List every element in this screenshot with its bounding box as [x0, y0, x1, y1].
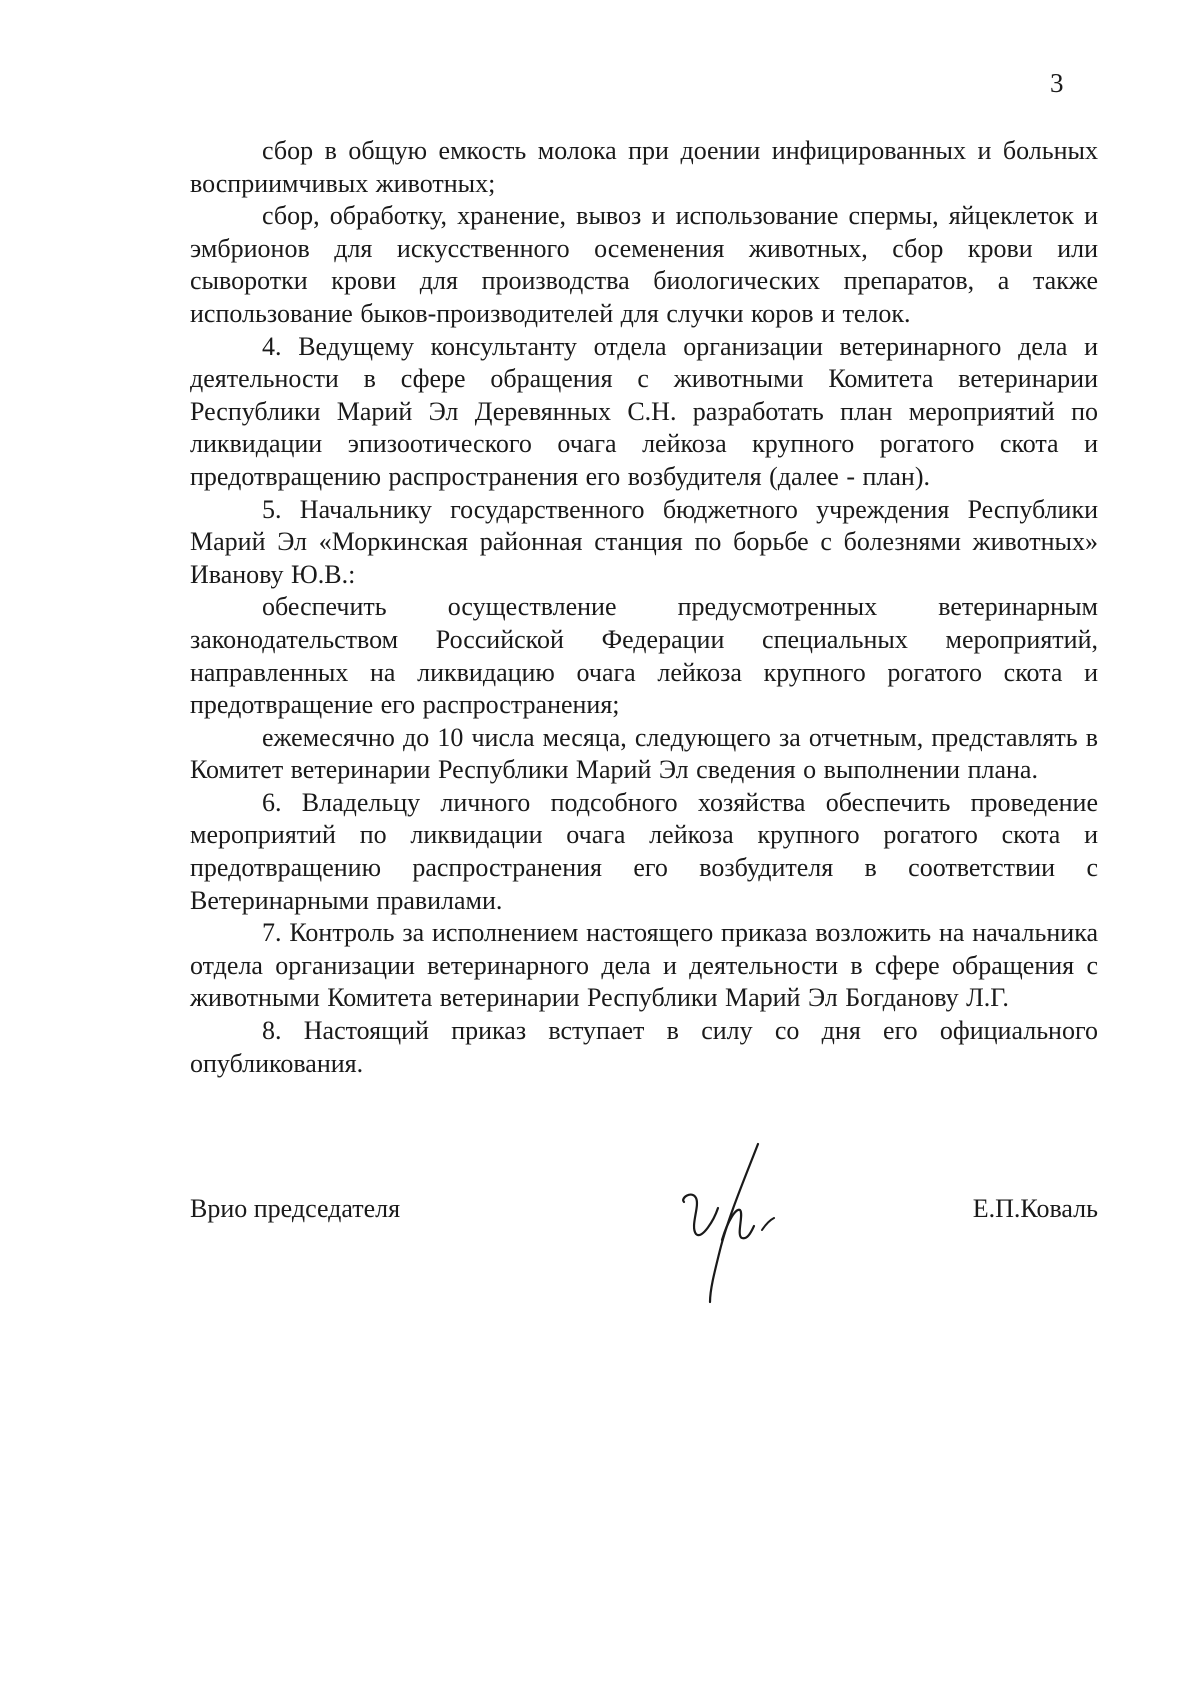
paragraph-item-8: 8. Настоящий приказ вступает в силу со дня его официального опубликования. — [190, 1016, 1098, 1078]
paragraph-monthly-report: ежемесячно до 10 числа месяца, следующего за отчетным, представлять в Комитет ветеринарии Республики Марий Эл сведения о выполнении плана. — [190, 722, 1098, 785]
document-body — [190, 135, 1098, 1080]
signatory-name: Е.П.Коваль — [972, 1194, 1098, 1223]
paragraph-sperm-collection: сбор, обработку, хранение, вывоз и использование спермы, яйцеклеток и эмбрионов для искусственного осеменения животных, сбор крови или сыворотки крови для производства биологических препаратов, а также использование быков-производителей для случки коров и телок. — [190, 201, 1098, 328]
paragraph-milk-collection: сбор в общую емкость молока при доении инфицированных и больных восприимчивых животных; — [190, 136, 1098, 198]
page-number: 3 — [1050, 68, 1064, 98]
paragraph-item-4: 4. Ведущему консультанту отдела организации ветеринарного дела и деятельности в сфере обращения с животными Комитета ветеринарии Республики Марий Эл Деревянных С.Н. разработать план мероприятий по ликвидации эпизоотического очага лейкоза крупного рогатого скота и предотвращению распространения его возбудителя (далее - план). — [190, 331, 1098, 491]
paragraph-item-7: 7. Контроль за исполнением настоящего приказа возложить на начальника отдела организации ветеринарного дела и деятельности в сфере обращения с животными Комитета ветеринарии Республики Марий Эл Богданову Л.Г. — [190, 918, 1098, 1013]
handwritten-signature — [670, 1140, 800, 1310]
paragraph-item-5: 5. Начальнику государственного бюджетного учреждения Республики Марий Эл «Моркинская районная станция по борьбе с болезнями животных» Иванову Ю.В.: — [190, 494, 1098, 589]
paragraph-ensure-measures: обеспечить осуществление предусмотренных ветеринарным законодательством Российской Федерации специальных мероприятий, направленных на ликвидацию очага лейкоза крупного рогатого скота и предотвращение его распространения; — [190, 592, 1098, 720]
signature-block — [190, 1140, 1098, 1320]
signatory-title: Врио председателя — [190, 1194, 401, 1223]
paragraph-item-6: 6. Владельцу личного подсобного хозяйства обеспечить проведение мероприятий по ликвидации очага лейкоза крупного рогатого скота и предотвращению распространения его возбудителя в соответствии с Ветеринарными правилами. — [190, 787, 1098, 915]
